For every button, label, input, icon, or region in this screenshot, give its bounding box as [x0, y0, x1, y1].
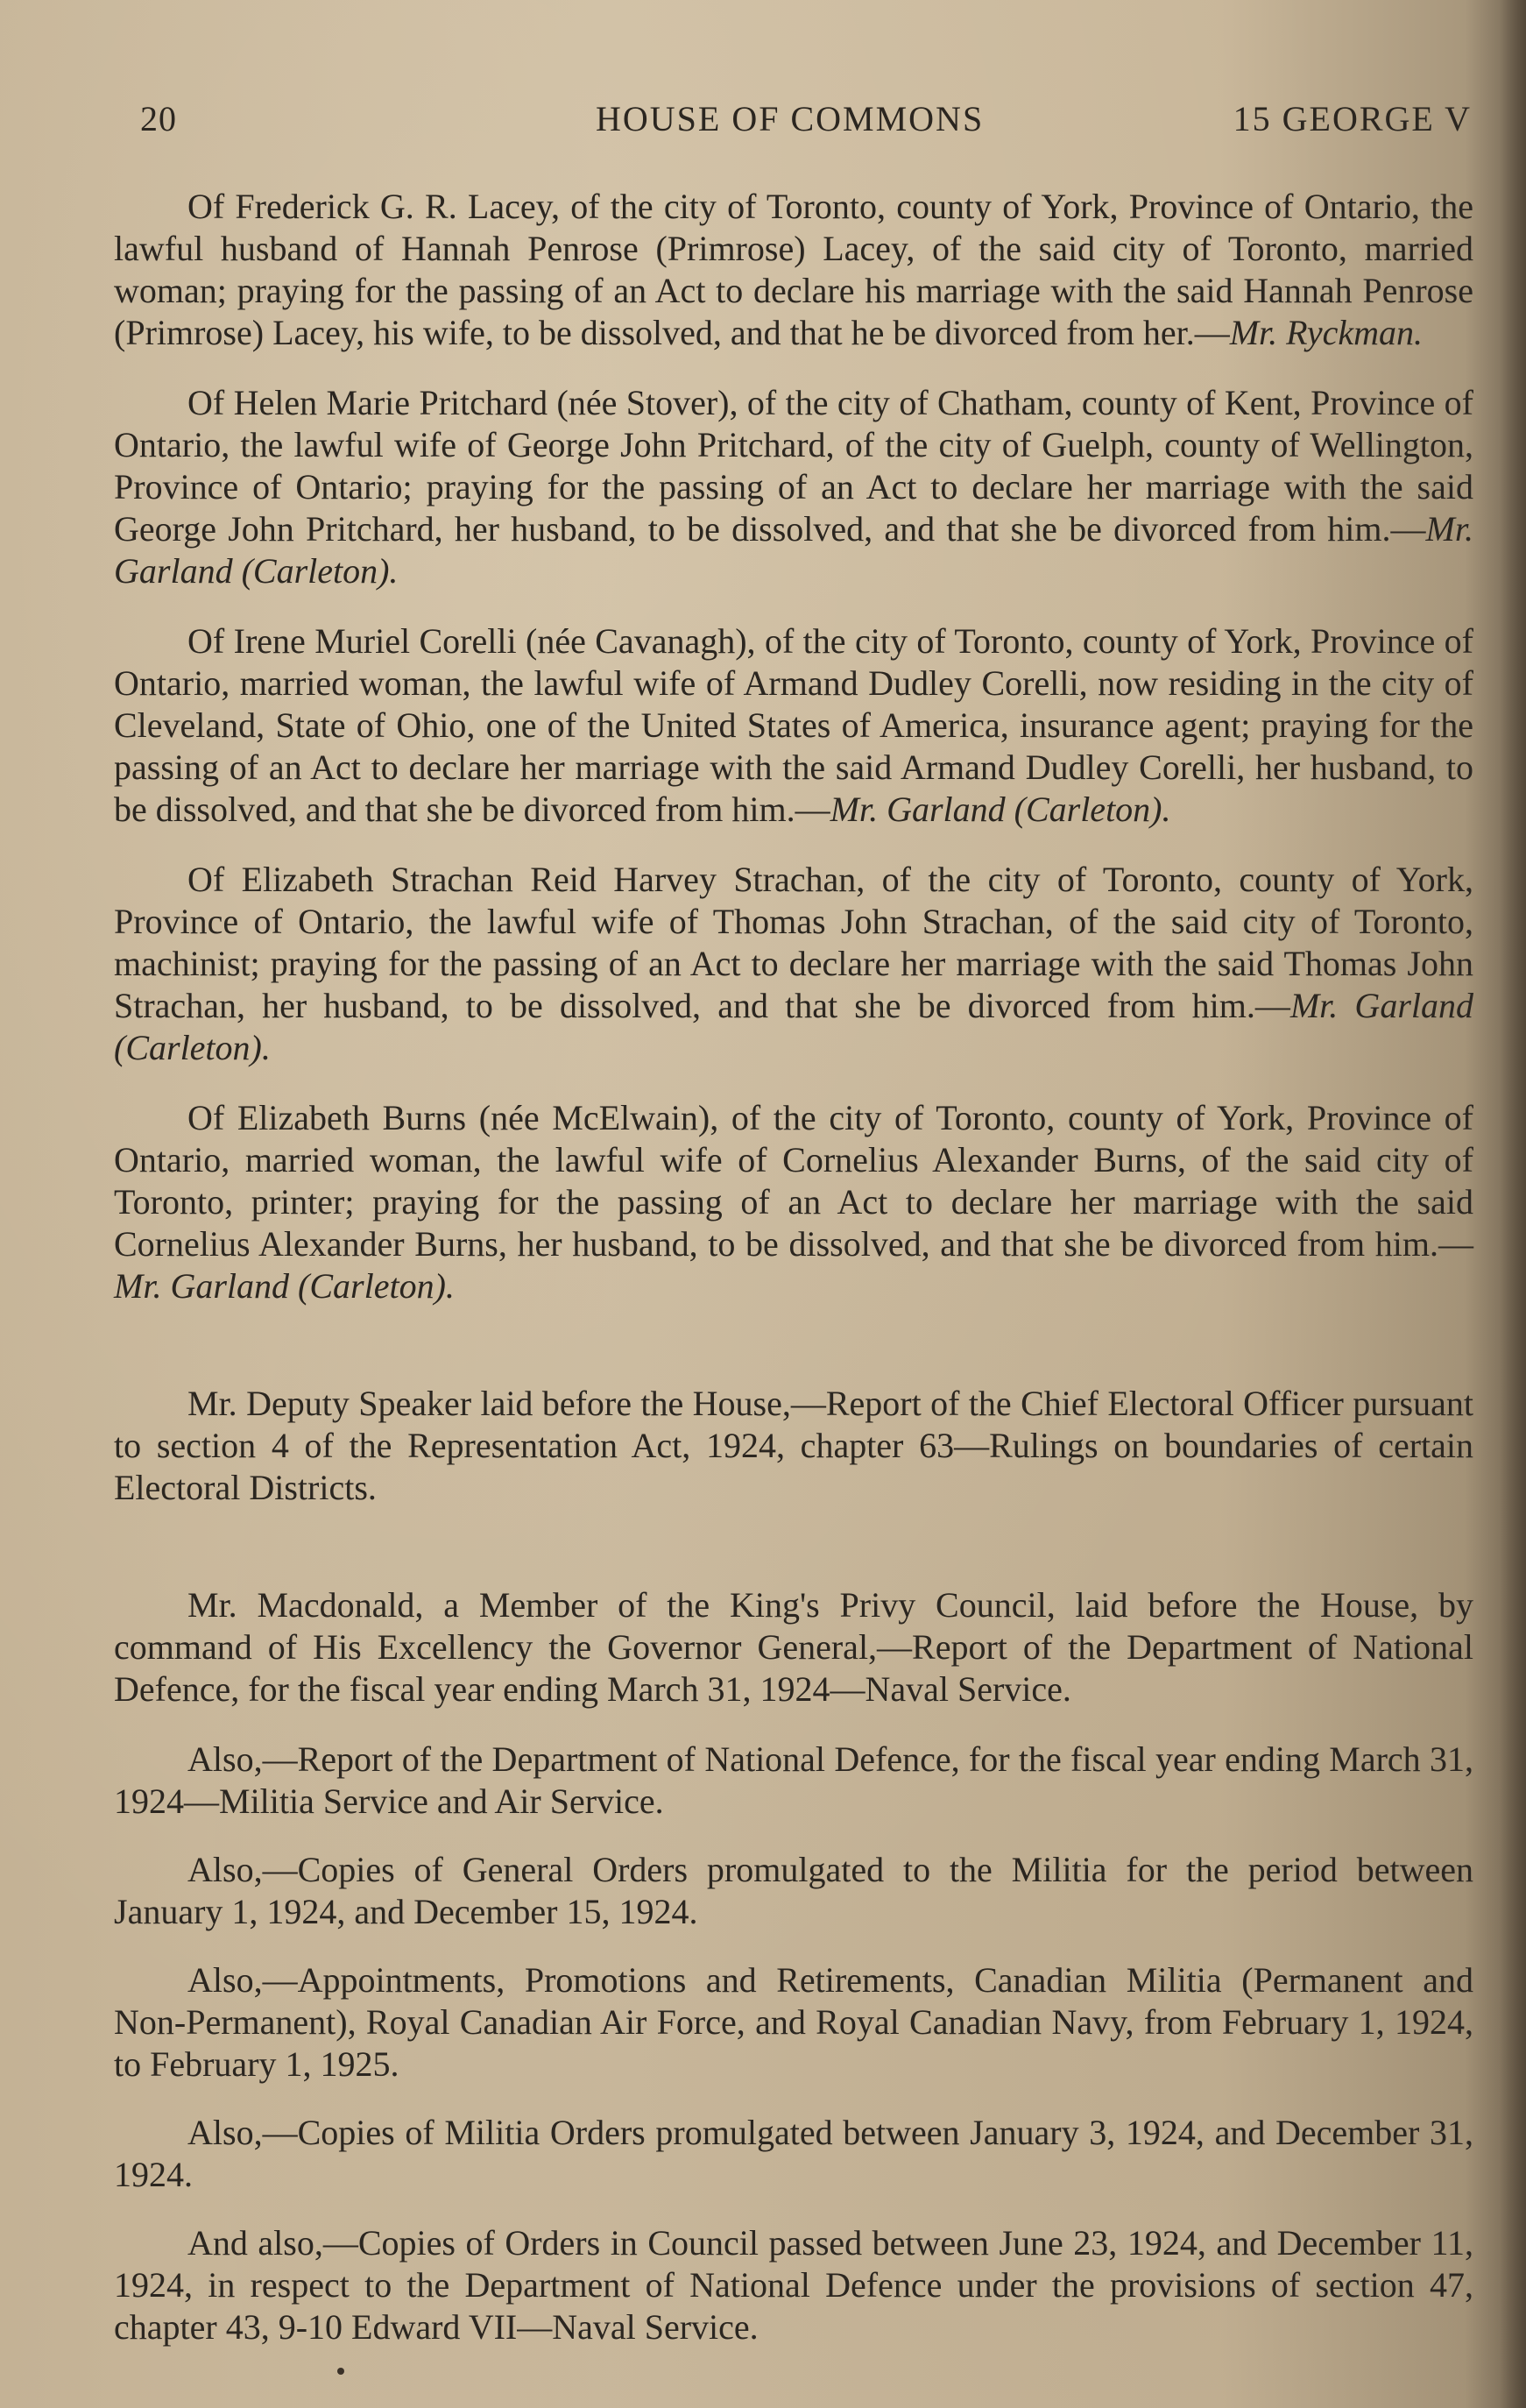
also-paragraph: Also,—Appointments, Promotions and Retirements, Canadian Militia (Permanent and Non-Permanent), Royal Canadian Air Force, and Royal Canadian Navy, from February 1, 1924, to February 1, 1925.: [114, 1960, 1473, 2084]
regnal-year: 15 GEORGE V: [1233, 99, 1472, 138]
page-spine-shadow: [1500, 0, 1526, 2408]
page-number: 20: [140, 99, 177, 138]
petition-paragraph: [114, 186, 1473, 354]
section-gap: [114, 1537, 1473, 1584]
section-gap: [114, 1335, 1473, 1383]
petition-text: Of Irene Muriel Corelli (née Cavanagh), of the city of Toronto, county of York, Province of Ontario, married woman, the lawful wife of Armand Dudley Corelli, now residing in the city of Cleveland, State of Ohio, one of the United States of America, insurance agent; praying for the passing of an Act to declare her marriage with the said Armand Dudley Corelli, her husband, to be dissolved, and that she be divorced from him.—: [114, 621, 1473, 829]
petition-text: Of Frederick G. R. Lacey, of the city of Toronto, county of York, Province of Ontario, the lawful husband of Hannah Penrose (Primrose) Lacey, of the said city of Toronto, married woman; praying for the passing of an Act to declare his marriage with the said Hannah Penrose (Primrose) Lacey, his wife, to be dissolved, and that he be divorced from her.—: [114, 187, 1473, 352]
macdonald-paragraph: Mr. Macdonald, a Member of the King's Privy Council, laid before the House, by command of His Excellency the Governor General,—Report of the Department of National Defence, for the fiscal year ending March 31, 1924—Naval Service.: [114, 1585, 1473, 1709]
petition-paragraph: [114, 1097, 1473, 1307]
petition-paragraph: [114, 859, 1473, 1069]
member-name: Mr. Garland (Carleton).: [114, 509, 1473, 591]
header-title: HOUSE OF COMMONS: [596, 99, 985, 138]
petition-text: Of Helen Marie Pritchard (née Stover), of the city of Chatham, county of Kent, Province of Ontario, the lawful wife of George John Pritchard, of the city of Guelph, county of Wellington, Province of Ontario; praying for the passing of an Act to declare her marriage with the said George John Pritchard, her husband, to be dissolved, and that she be divorced from him.—: [114, 383, 1473, 549]
petition-text: Of Elizabeth Burns (née McElwain), of the city of Toronto, county of York, Province of Ontario, married woman, the lawful wife of Cornelius Alexander Burns, of the said city of Toronto, printer; praying for the passing of an Act to declare her marriage with the said Cornelius Alexander Burns, her husband, to be dissolved, and that she be divorced from him.—: [114, 1098, 1473, 1264]
also-paragraph: And also,—Copies of Orders in Council passed between June 23, 1924, and December 11, 1924, in respect to the Department of National Defence under the provisions of section 47, chapter 43, 9-10 Edward VII—Naval Service.: [114, 2223, 1473, 2347]
petition-text: Of Elizabeth Strachan Reid Harvey Strachan, of the city of Toronto, county of York, Province of Ontario, the lawful wife of Thomas John Strachan, of the said city of Toronto, machinist; praying for the passing of an Act to declare her marriage with the said Thomas John Strachan, her husband, to be dissolved, and that she be divorced from him.—: [114, 860, 1473, 1025]
ink-dot: [337, 2368, 344, 2375]
petition-paragraph: [114, 382, 1473, 592]
member-name: Mr. Garland (Carleton).: [114, 1266, 455, 1306]
member-name: Mr. Garland (Carleton).: [114, 986, 1473, 1067]
deputy-speaker-paragraph: Mr. Deputy Speaker laid before the House,—Report of the Chief Electoral Officer pursuant to section 4 of the Representation Act, 1924, chapter 63—Rulings on boundaries of certain Electoral Districts.: [114, 1384, 1473, 1507]
member-name: Mr. Garland (Carleton).: [830, 790, 1171, 829]
also-paragraph: Also,—Copies of Militia Orders promulgated between January 3, 1924, and December 31, 1924.: [114, 2113, 1473, 2194]
running-header: [140, 98, 1472, 151]
petition-paragraph: [114, 620, 1473, 831]
member-name: Mr. Ryckman.: [1229, 313, 1424, 352]
page-body: [114, 186, 1473, 2375]
also-paragraph: Also,—Report of the Department of National Defence, for the fiscal year ending March 31, 1924—Militia Service and Air Service.: [114, 1739, 1473, 1821]
also-paragraph: Also,—Copies of General Orders promulgated to the Militia for the period between January 1, 1924, and December 15, 1924.: [114, 1850, 1473, 1931]
